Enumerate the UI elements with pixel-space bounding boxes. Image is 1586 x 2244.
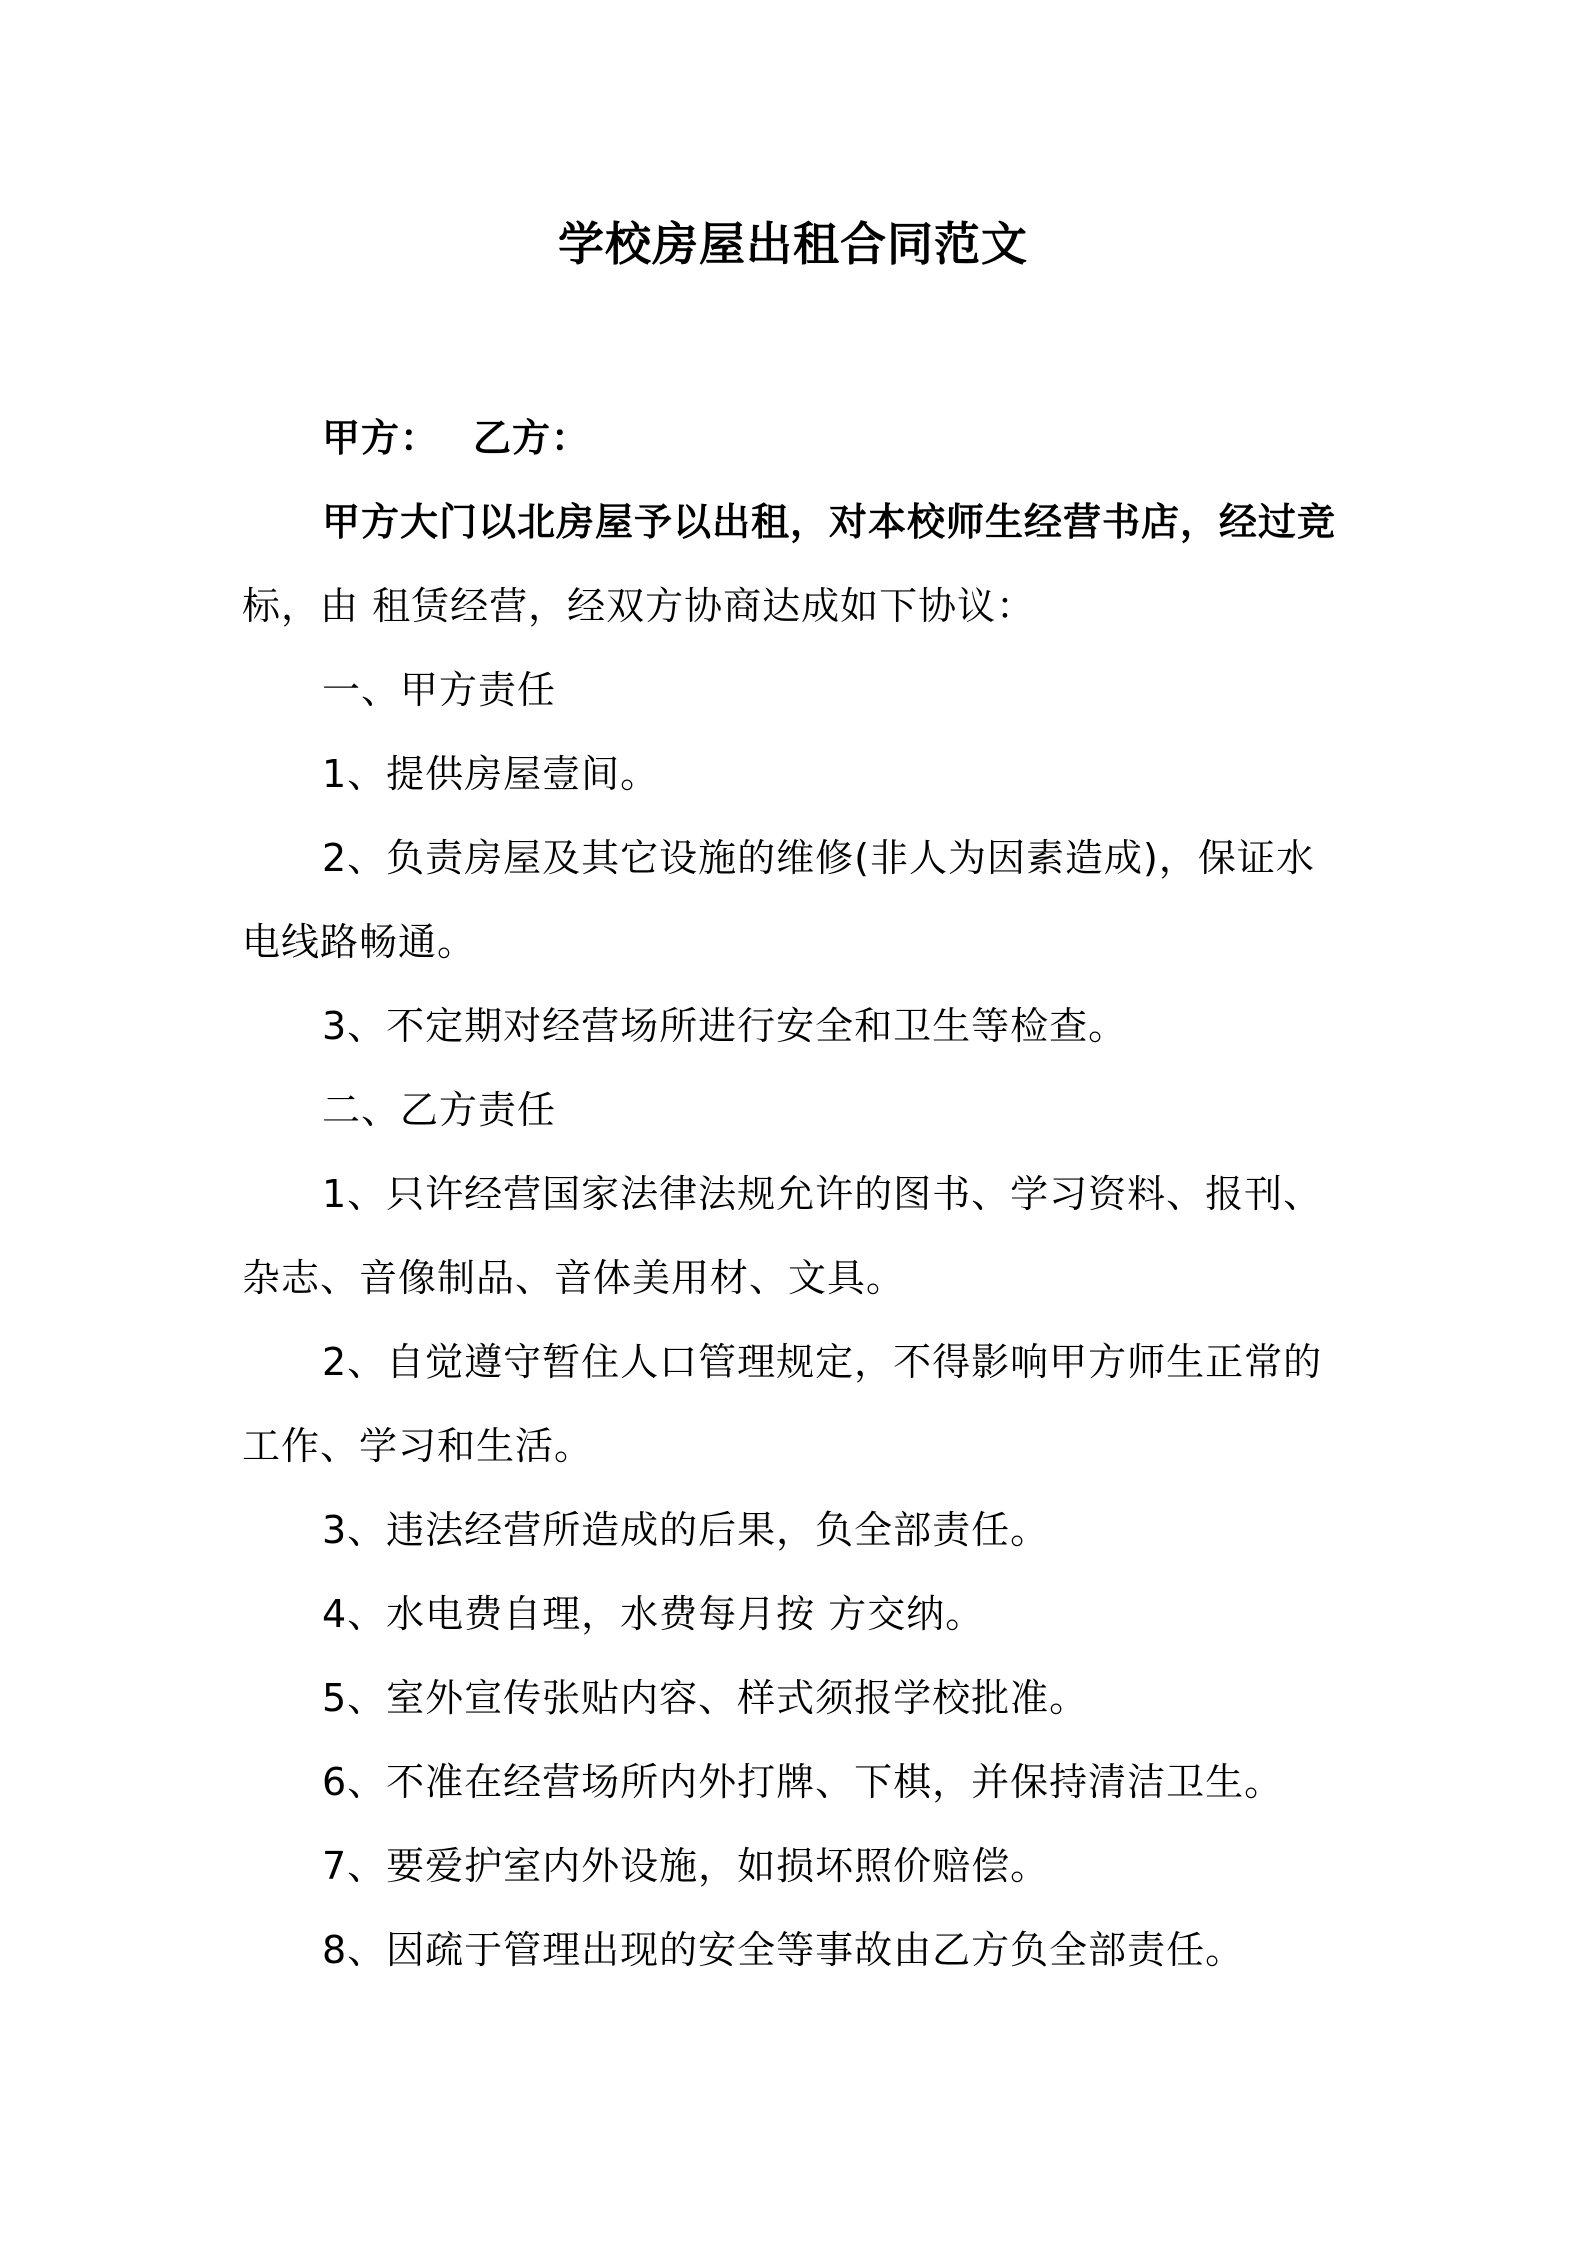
party-b-label: 乙方： — [473, 416, 591, 460]
section-2-item-1-line-1: 1、只许经营国家法律法规允许的图书、学习资料、报刊、 — [322, 1172, 1323, 1216]
section-1-item-1: 1、提供房屋壹间。 — [322, 752, 660, 796]
section-2-item-4: 4、水电费自理，水费每月按 方交纳。 — [322, 1592, 985, 1636]
section-2-item-5: 5、室外宣传张贴内容、样式须报学校批准。 — [322, 1676, 1089, 1720]
intro-line-1: 甲方大门以北房屋予以出租，对本校师生经营书店，经过竞 — [322, 500, 1337, 544]
parties-line — [322, 410, 1362, 466]
document-title: 学校房屋出租合同范文 — [558, 217, 1028, 271]
section-2-item-3: 3、违法经营所造成的后果，负全部责任。 — [322, 1508, 1050, 1552]
section-1-item-2-line-2: 电线路畅通。 — [242, 920, 477, 964]
section-2-item-7: 7、要爱护室内外设施，如损坏照价赔偿。 — [322, 1844, 1050, 1888]
party-a-label: 甲方： — [322, 416, 440, 460]
section-2-item-6: 6、不准在经营场所内外打牌、下棋，并保持清洁卫生。 — [322, 1760, 1284, 1804]
section-1-item-3: 3、不定期对经营场所进行安全和卫生等检查。 — [322, 1004, 1128, 1048]
intro-line-2: 标，由 租赁经营，经双方协商达成如下协议： — [242, 584, 1036, 628]
section-1-heading: 一、甲方责任 — [322, 668, 557, 712]
section-2-item-8: 8、因疏于管理出现的安全等事故由乙方负全部责任。 — [322, 1928, 1245, 1972]
section-2-item-1-line-2: 杂志、音像制品、音体美用材、文具。 — [242, 1256, 906, 1300]
section-2-item-2-line-2: 工作、学习和生活。 — [242, 1424, 594, 1468]
section-2-item-2-line-1: 2、自觉遵守暂住人口管理规定，不得影响甲方师生正常的 — [322, 1340, 1323, 1384]
section-2-heading: 二、乙方责任 — [322, 1088, 557, 1132]
section-1-item-2-line-1: 2、负责房屋及其它设施的维修(非人为因素造成)，保证水 — [322, 836, 1315, 880]
